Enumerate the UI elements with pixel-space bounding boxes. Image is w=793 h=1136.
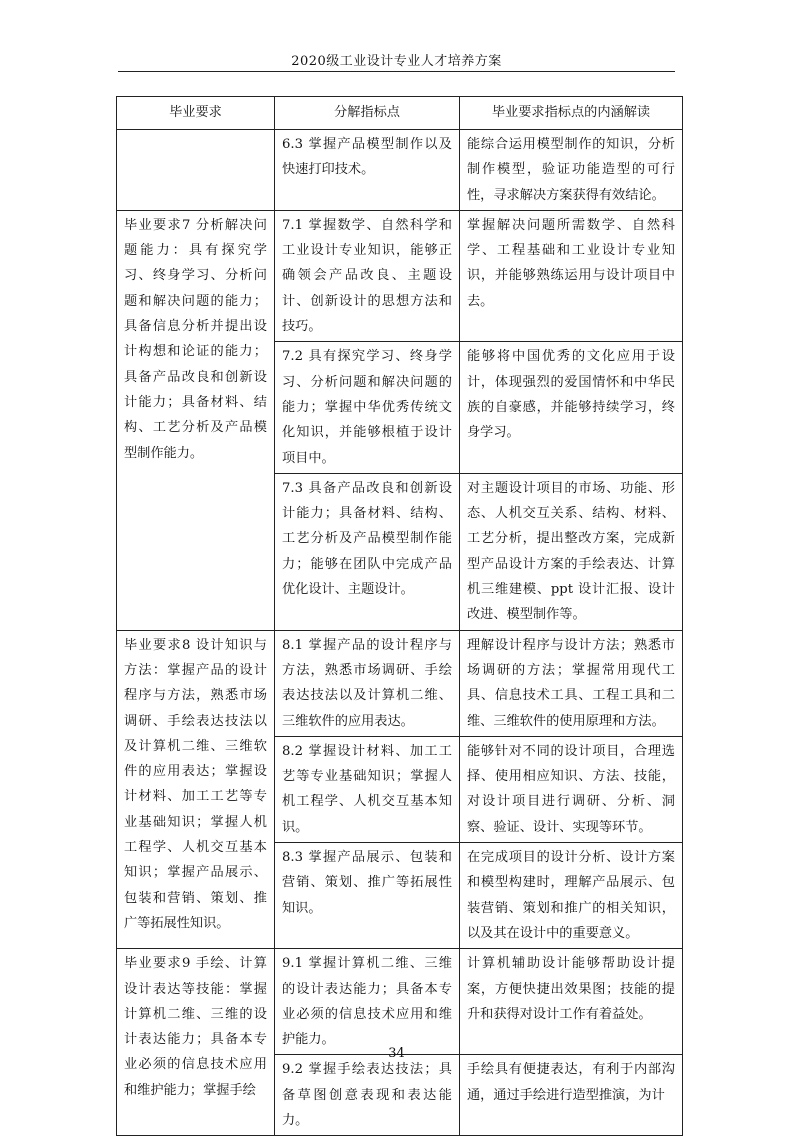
page-number: 34 [388, 1046, 405, 1061]
indicator-cell: 6.3 掌握产品模型制作以及快速打印技术。 [275, 130, 460, 211]
requirement-cell: 毕业要求8 设计知识与方法：掌握产品的设计程序与方法，熟悉市场调研、手绘表达技法以及计算机二维、三维软件的应用表达；掌握设计材料、加工工艺等专业基础知识；掌握人机工程学、人机交互基本知识；掌握产品展示、包装和营销、策划、推广等拓展性知识。 [117, 630, 275, 949]
interpretation-cell: 能综合运用模型制作的知识，分析制作模型，验证功能造型的可行性，寻求解决方案获得有效结论。 [460, 130, 683, 211]
interpretation-cell: 能够针对不同的设计项目，合理选择、使用相应知识、方法、技能，对设计项目进行调研、分析、洞察、验证、设计、实现等环节。 [460, 736, 683, 842]
table-row [117, 210, 683, 341]
document-header-title: 2020级工业设计专业人才培养方案 [291, 54, 502, 69]
requirement-cell: 毕业要求9 手绘、计算设计表达等技能：掌握计算机二维、三维的设计表达能力；具备本专业必须的信息技术应用和维护能力；掌握手绘 [117, 949, 275, 1136]
requirements-table [116, 96, 683, 1136]
column-header-indicator: 分解指标点 [275, 97, 460, 130]
interpretation-cell: 对主题设计项目的市场、功能、形态、人机交互关系、结构、材料、工艺分析，提出整改方案，完成新型产品设计方案的手绘表达、计算机三维建模、ppt 设计汇报、设计改进、模型制作等。 [460, 473, 683, 630]
indicator-cell: 8.2 掌握设计材料、加工工艺等专业基础知识；掌握人机工程学、人机交互基本知识。 [275, 736, 460, 842]
table-row [117, 130, 683, 211]
indicator-cell: 8.1 掌握产品的设计程序与方法，熟悉市场调研、手绘表达技法以及计算机二维、三维软件的应用表达。 [275, 630, 460, 736]
table-row [117, 630, 683, 736]
requirement-cell: 毕业要求7 分析解决问题能力：具有探究学习、终身学习、分析问题和解决问题的能力；具备信息分析并提出设计构想和论证的能力；具备产品改良和创新设计能力；具备材料、结构、工艺分析及产品模型制作能力。 [117, 210, 275, 630]
interpretation-cell: 理解设计程序与设计方法；熟悉市场调研的方法；掌握常用现代工具、信息技术工具、工程工具和二维、三维软件的使用原理和方法。 [460, 630, 683, 736]
interpretation-cell: 手绘具有便捷表达，有利于内部沟通，通过手绘进行造型推演，为计 [460, 1055, 683, 1136]
indicator-cell: 8.3 掌握产品展示、包装和营销、策划、推广等拓展性知识。 [275, 843, 460, 949]
indicator-cell: 7.1 掌握数学、自然科学和工业设计专业知识，能够正确领会产品改良、主题设计、创新设计的思想方法和技巧。 [275, 210, 460, 341]
column-header-interpretation: 毕业要求指标点的内涵解读 [460, 97, 683, 130]
requirement-cell-empty [117, 130, 275, 211]
indicator-cell: 9.2 掌握手绘表达技法；具备草图创意表现和表达能力。 [275, 1055, 460, 1136]
table-header-row [117, 97, 683, 130]
table-row [117, 949, 683, 1055]
indicator-cell: 9.1 掌握计算机二维、三维的设计表达能力；具备本专业必须的信息技术应用和维护能力。 [275, 949, 460, 1055]
indicator-cell: 7.2 具有探究学习、终身学习、分析问题和解决问题的能力；掌握中华优秀传统文化知识，并能够根植于设计项目中。 [275, 342, 460, 473]
interpretation-cell: 计算机辅助设计能够帮助设计提案，方便快捷出效果图；技能的提升和获得对设计工作有着益处。 [460, 949, 683, 1055]
interpretation-cell: 在完成项目的设计分析、设计方案和模型构建时，理解产品展示、包装营销、策划和推广的相关知识，以及其在设计中的重要意义。 [460, 843, 683, 949]
column-header-requirement: 毕业要求 [117, 97, 275, 130]
interpretation-cell: 掌握解决问题所需数学、自然科学、工程基础和工业设计专业知识，并能够熟练运用与设计项目中去。 [460, 210, 683, 341]
indicator-cell: 7.3 具备产品改良和创新设计能力；具备材料、结构、工艺分析及产品模型制作能力；能够在团队中完成产品优化设计、主题设计。 [275, 473, 460, 630]
interpretation-cell: 能够将中国优秀的文化应用于设计，体现强烈的爱国情怀和中华民族的自豪感，并能够持续学习，终身学习。 [460, 342, 683, 473]
header-rule [118, 71, 675, 72]
